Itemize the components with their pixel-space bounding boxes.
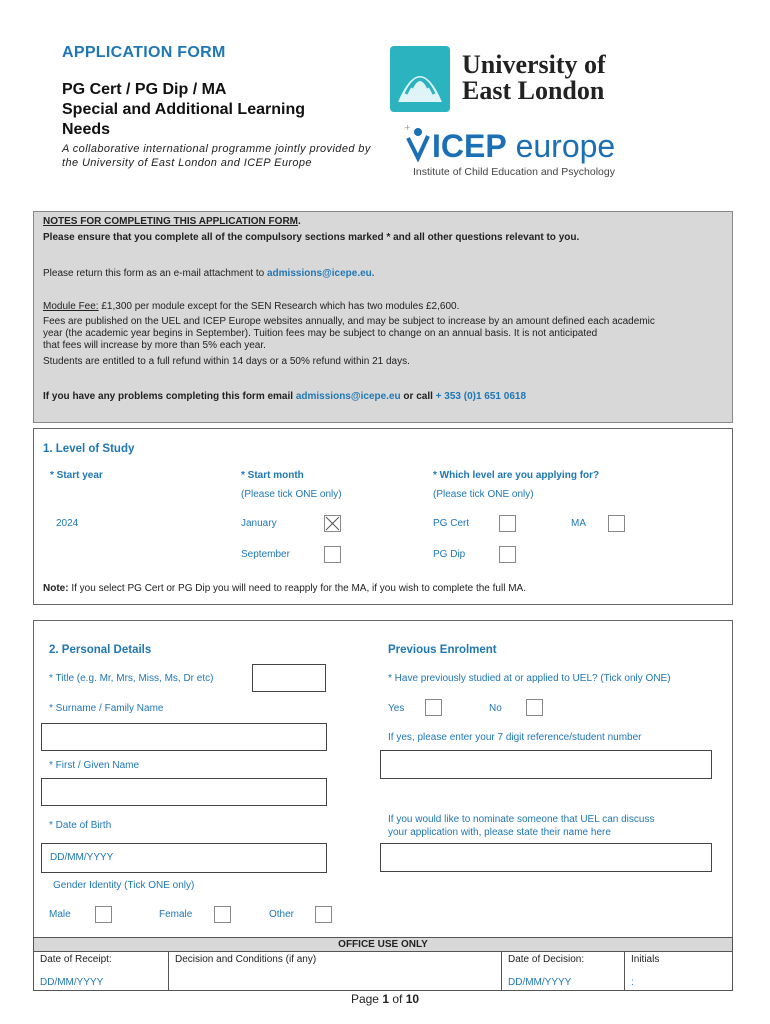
level-note: Note: If you select PG Cert or PG Dip you will need to reapply for the MA, if you wish to complete the full MA.	[43, 583, 526, 594]
svg-text:+: +	[404, 123, 411, 132]
gender-male-checkbox[interactable]	[95, 906, 112, 923]
notes-module-fee: Module Fee: £1,300 per module except for the SEN Research which has two modules £2,600.	[43, 301, 460, 312]
icep-star-icon	[402, 122, 432, 162]
september-checkbox[interactable]	[324, 546, 341, 563]
office-date-receipt-label: Date of Receipt:	[40, 954, 112, 965]
office-use-table	[33, 937, 733, 991]
ma-label: MA	[571, 518, 586, 529]
office-heading: OFFICE USE ONLY	[34, 938, 733, 952]
notes-panel	[33, 211, 733, 423]
ma-checkbox[interactable]	[608, 515, 625, 532]
gender-label: Gender Identity (Tick ONE only)	[53, 880, 195, 891]
notes-fees-3: that fees will increase by more than 5% each year.	[43, 340, 266, 351]
reference-input[interactable]	[380, 750, 712, 779]
form-title: APPLICATION FORM	[62, 44, 226, 61]
first-name-input[interactable]	[41, 778, 327, 806]
month-january-label: January	[241, 518, 277, 529]
pg-dip-label: PG Dip	[433, 549, 466, 560]
previous-yes-label: Yes	[388, 703, 405, 714]
start-year-value: 2024	[56, 518, 79, 529]
office-date-decision-cell	[502, 952, 625, 991]
which-level-hint: (Please tick ONE only)	[433, 489, 534, 500]
office-date-decision-label: Date of Decision:	[508, 954, 585, 965]
gender-other-checkbox[interactable]	[315, 906, 332, 923]
notes-heading: NOTES FOR COMPLETING THIS APPLICATION FORM.	[43, 216, 301, 227]
reference-label: If yes, please enter your 7 digit reference/student number	[388, 732, 642, 743]
dob-input[interactable]	[41, 843, 327, 873]
notes-problems: If you have any problems completing this form email admissions@icepe.eu or call + 353 (0)1 651 0618	[43, 391, 527, 402]
month-september-label: September	[241, 549, 290, 560]
gender-female-checkbox[interactable]	[214, 906, 231, 923]
notes-fees-1: Fees are published on the UEL and ICEP Europe websites annually, and may be subject to increase by an amount defined each academic	[43, 316, 655, 327]
office-receipt-value: DD/MM/YYYY	[40, 977, 104, 988]
start-month-hint: (Please tick ONE only)	[241, 489, 342, 500]
surname-label: * Surname / Family Name	[49, 703, 164, 714]
notes-return: Please return this form as an e-mail attachment to admissions@icepe.eu.	[43, 268, 375, 279]
dob-label: * Date of Birth	[49, 820, 112, 831]
notes-refund: Students are entitled to a full refund within 14 days or a 50% refund within 21 days.	[43, 356, 410, 367]
problems-email-link[interactable]: admissions@icepe.eu	[295, 391, 401, 402]
gender-female-label: Female	[159, 909, 193, 920]
pg-cert-checkbox[interactable]	[499, 515, 516, 532]
gender-male-label: Male	[49, 909, 71, 920]
page-number: Page 1 of 10	[350, 992, 420, 1006]
nominate-label: If you would like to nominate someone that UEL can discuss your application with, please state their name here	[388, 814, 655, 838]
notes-fees-2: year (the academic year begins in September). Tuition fees may be subject to change on an annual basis. It is not anticipated	[43, 328, 598, 339]
office-initials-value: :	[631, 977, 634, 988]
office-decision-value: DD/MM/YYYY	[508, 977, 572, 988]
personal-section-title: 2. Personal Details	[49, 644, 152, 656]
office-date-receipt-cell	[34, 952, 169, 991]
january-checkbox[interactable]	[324, 515, 341, 532]
pg-cert-label: PG Cert	[433, 518, 470, 529]
problems-phone-link[interactable]: + 353 (0)1 651 0618	[435, 391, 527, 402]
pg-dip-checkbox[interactable]	[499, 546, 516, 563]
nominate-input[interactable]	[380, 843, 712, 872]
office-initials-label: Initials	[631, 954, 660, 965]
uel-logo-text: University of East London	[462, 50, 606, 105]
icep-subtitle: Institute of Child Education and Psychology	[413, 166, 615, 178]
uel-crest-icon	[388, 44, 454, 116]
previous-no-label: No	[489, 703, 502, 714]
checked-x-icon	[325, 516, 340, 531]
office-initials-cell	[625, 952, 733, 991]
previous-enrolment-title: Previous Enrolment	[388, 644, 497, 656]
programme-title: PG Cert / PG Dip / MA Special and Additional Learning Needs	[62, 81, 305, 138]
start-month-label: * Start month	[241, 470, 304, 481]
which-level-label: * Which level are you applying for?	[433, 470, 600, 481]
title-label: * Title (e.g. Mr, Mrs, Miss, Ms, Dr etc)	[49, 673, 214, 684]
first-name-label: * First / Given Name	[49, 760, 140, 771]
dob-placeholder: DD/MM/YYYY	[50, 852, 114, 863]
previous-yes-checkbox[interactable]	[425, 699, 442, 716]
office-decision-cell: Decision and Conditions (if any)	[169, 952, 502, 991]
previous-no-checkbox[interactable]	[526, 699, 543, 716]
surname-input[interactable]	[41, 723, 327, 751]
programme-tagline: A collaborative international programme jointly provided by the University of East London and ICEP Europe	[62, 143, 371, 169]
return-email-link[interactable]: admissions@icepe.eu.	[267, 268, 375, 279]
previous-question: * Have previously studied at or applied to UEL? (Tick only ONE)	[388, 673, 671, 684]
icep-logo-text: ICEP europe	[432, 128, 616, 164]
level-of-study-section	[33, 428, 733, 605]
gender-other-label: Other	[269, 909, 295, 920]
start-year-label: * Start year	[50, 470, 103, 481]
notes-compulsory: Please ensure that you complete all of the compulsory sections marked * and all other questions relevant to you.	[43, 232, 580, 243]
title-input[interactable]	[252, 664, 326, 692]
level-section-title: 1. Level of Study	[43, 443, 135, 455]
